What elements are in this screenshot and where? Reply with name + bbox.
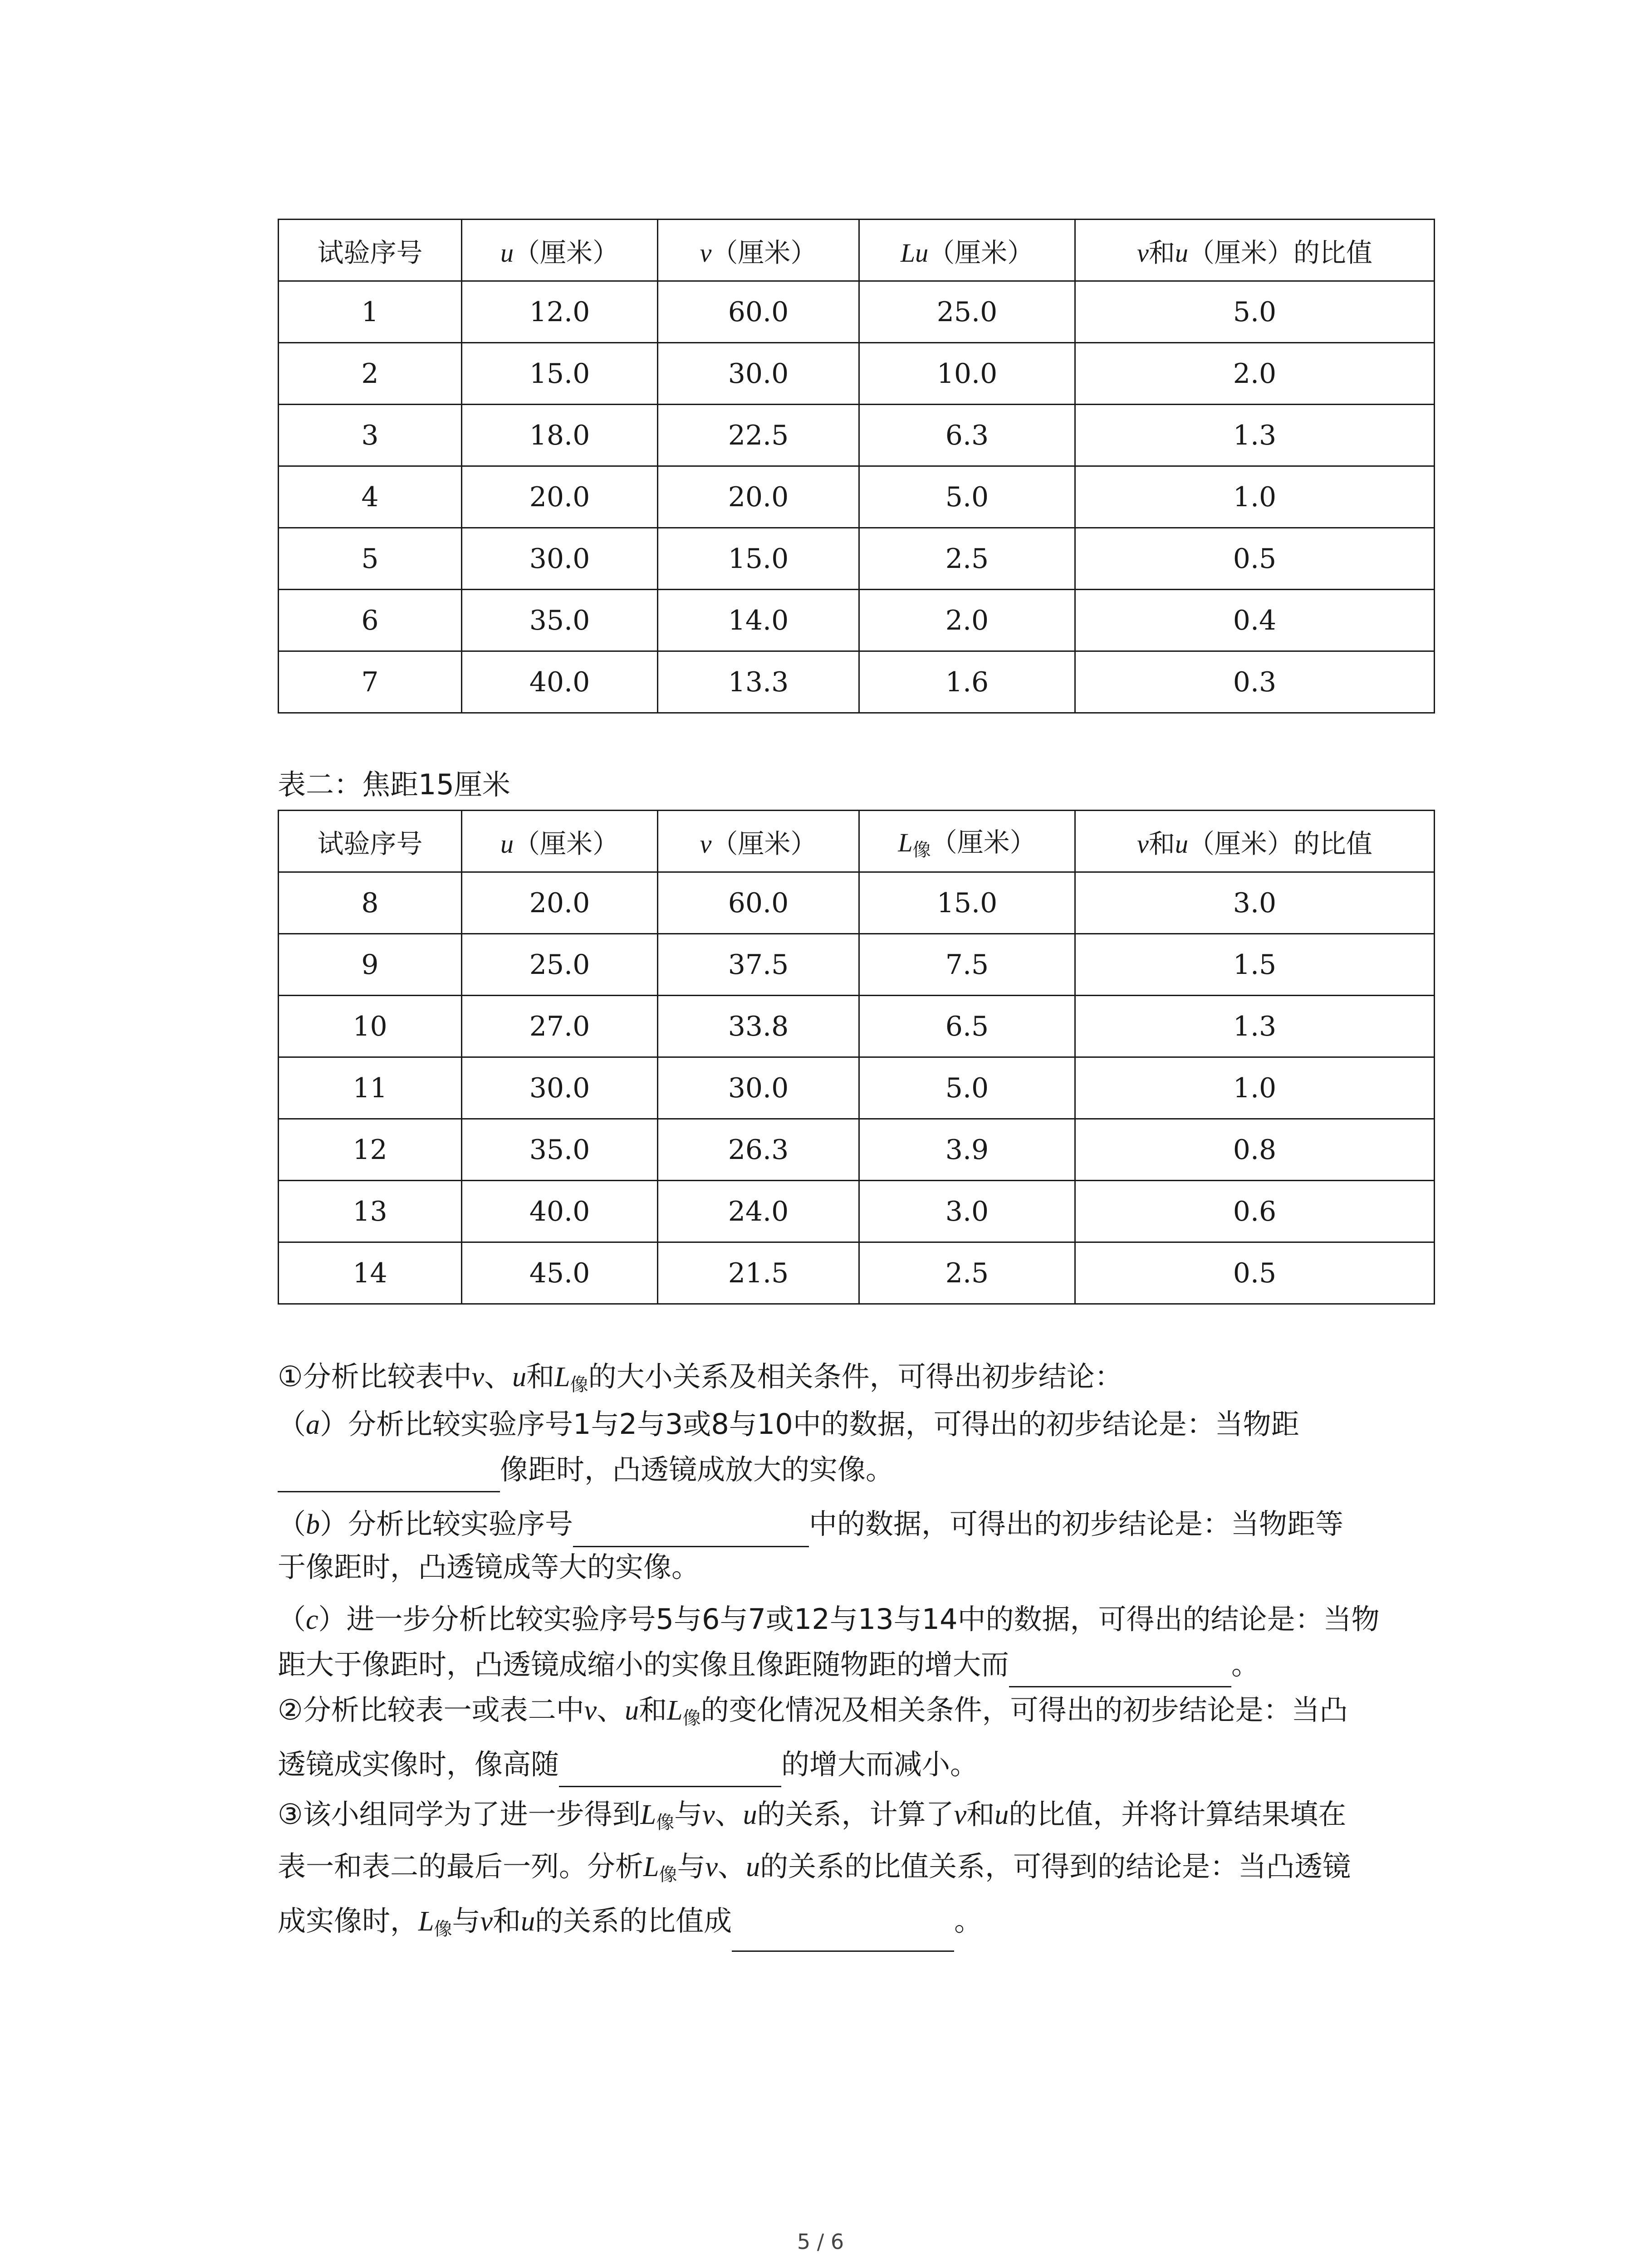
cell: 18.0 bbox=[462, 405, 658, 466]
answer-blank-1b[interactable] bbox=[573, 1519, 809, 1547]
cell: 40.0 bbox=[462, 1181, 658, 1242]
cell: 5.0 bbox=[859, 466, 1075, 528]
cell: 5 bbox=[279, 528, 462, 590]
cell: 5.0 bbox=[1075, 281, 1435, 343]
cell: 12.0 bbox=[462, 281, 658, 343]
table-header-row bbox=[279, 811, 1435, 872]
cell: 30.0 bbox=[658, 343, 859, 405]
question-3-line-1: ③该小组同学为了进一步得到$L_像$与v、u的关系，计算了v和u的比值，并将计算结果填在 bbox=[278, 1798, 1347, 1833]
cell: 60.0 bbox=[658, 872, 859, 934]
cell: 13 bbox=[279, 1181, 462, 1242]
cell: 25.0 bbox=[859, 281, 1075, 343]
cell: 45.0 bbox=[462, 1242, 658, 1304]
table-2-caption: 表二：焦距15厘米 bbox=[278, 768, 510, 801]
cell: 0.5 bbox=[1075, 528, 1435, 590]
cell: 6.3 bbox=[859, 405, 1075, 466]
header-ratio: v和u（厘米）的比值 bbox=[1075, 220, 1435, 281]
cell: 1.0 bbox=[1075, 1057, 1435, 1119]
question-2-line-1: ②分析比较表一或表二中v、u和$L_像$的变化情况及相关条件，可得出的初步结论是：当凸 bbox=[278, 1693, 1348, 1729]
cell: 6.5 bbox=[859, 996, 1075, 1057]
cell: 1 bbox=[279, 281, 462, 343]
question-3-line-3: 成实像时，$L_像$与v和u的关系的比值成 。 bbox=[278, 1898, 1439, 1952]
question-3-line-2: 表一和表二的最后一列。分析$L_像$与v、u的关系的比值关系，可得到的结论是：当凸透镜 bbox=[278, 1850, 1351, 1885]
cell: 1.5 bbox=[1075, 934, 1435, 996]
cell: 37.5 bbox=[658, 934, 859, 996]
cell: 3.0 bbox=[859, 1181, 1075, 1242]
header-v: v（厘米） bbox=[658, 811, 859, 872]
header-trial: 试验序号 bbox=[279, 220, 462, 281]
cell: 35.0 bbox=[462, 1119, 658, 1181]
cell: 0.8 bbox=[1075, 1119, 1435, 1181]
header-trial: 试验序号 bbox=[279, 811, 462, 872]
cell: 4 bbox=[279, 466, 462, 528]
cell: 30.0 bbox=[462, 528, 658, 590]
cell: 40.0 bbox=[462, 651, 658, 713]
cell: 7.5 bbox=[859, 934, 1075, 996]
cell: 0.3 bbox=[1075, 651, 1435, 713]
question-1a-line-1: （a）分析比较实验序号1与2与3或8与10中的数据，可得出的初步结论是：当物距 bbox=[278, 1408, 1299, 1441]
header-u: u（厘米） bbox=[462, 811, 658, 872]
header-l: Lu（厘米） bbox=[859, 220, 1075, 281]
cell: 1.3 bbox=[1075, 405, 1435, 466]
table-header-row bbox=[279, 220, 1435, 281]
table-row bbox=[279, 405, 1435, 466]
cell: 0.4 bbox=[1075, 590, 1435, 651]
table-row bbox=[279, 343, 1435, 405]
cell: 7 bbox=[279, 651, 462, 713]
cell: 1.3 bbox=[1075, 996, 1435, 1057]
cell: 30.0 bbox=[658, 1057, 859, 1119]
cell: 8 bbox=[279, 872, 462, 934]
cell: 2.5 bbox=[859, 1242, 1075, 1304]
table-row bbox=[279, 872, 1435, 934]
question-2-line-2: 透镜成实像时，像高随 的增大而减小。 bbox=[278, 1742, 1439, 1787]
cell: 13.3 bbox=[658, 651, 859, 713]
cell: 1.6 bbox=[859, 651, 1075, 713]
cell: 12 bbox=[279, 1119, 462, 1181]
cell: 20.0 bbox=[462, 872, 658, 934]
cell: 10.0 bbox=[859, 343, 1075, 405]
answer-blank-1c[interactable] bbox=[1009, 1659, 1231, 1687]
cell: 3.0 bbox=[1075, 872, 1435, 934]
question-1b-line-2: 于像距时，凸透镜成等大的实像。 bbox=[278, 1550, 700, 1584]
cell: 24.0 bbox=[658, 1181, 859, 1242]
cell: 14 bbox=[279, 1242, 462, 1304]
cell: 0.5 bbox=[1075, 1242, 1435, 1304]
cell: 21.5 bbox=[658, 1242, 859, 1304]
question-1b-line-1: （b）分析比较实验序号 中的数据，可得出的初步结论是：当物距等 bbox=[278, 1501, 1439, 1547]
cell: 26.3 bbox=[658, 1119, 859, 1181]
cell: 20.0 bbox=[462, 466, 658, 528]
header-ratio: v和u（厘米）的比值 bbox=[1075, 811, 1435, 872]
cell: 11 bbox=[279, 1057, 462, 1119]
cell: 5.0 bbox=[859, 1057, 1075, 1119]
cell: 25.0 bbox=[462, 934, 658, 996]
header-l-image: $L_像$（厘米） bbox=[859, 811, 1075, 872]
cell: 9 bbox=[279, 934, 462, 996]
question-1c-line-2: 距大于像距时，凸透镜成缩小的实像且像距随物距的增大而 。 bbox=[278, 1642, 1439, 1687]
table-2 bbox=[278, 810, 1435, 1305]
table-row bbox=[279, 1119, 1435, 1181]
cell: 1.0 bbox=[1075, 466, 1435, 528]
cell: 35.0 bbox=[462, 590, 658, 651]
cell: 30.0 bbox=[462, 1057, 658, 1119]
cell: 60.0 bbox=[658, 281, 859, 343]
cell: 2.5 bbox=[859, 528, 1075, 590]
table-row bbox=[279, 281, 1435, 343]
answer-blank-3[interactable] bbox=[732, 1923, 954, 1952]
cell: 2.0 bbox=[859, 590, 1075, 651]
cell: 33.8 bbox=[658, 996, 859, 1057]
cell: 15.0 bbox=[859, 872, 1075, 934]
cell: 20.0 bbox=[658, 466, 859, 528]
cell: 27.0 bbox=[462, 996, 658, 1057]
table-row bbox=[279, 1181, 1435, 1242]
question-1: ①分析比较表中v、u和$L_像$的大小关系及相关条件，可得出初步结论： bbox=[278, 1360, 1123, 1395]
question-1a-line-2: 像距时，凸透镜成放大的实像。 bbox=[278, 1447, 1439, 1492]
cell: 3 bbox=[279, 405, 462, 466]
table-1 bbox=[278, 219, 1435, 714]
cell: 22.5 bbox=[658, 405, 859, 466]
cell: 14.0 bbox=[658, 590, 859, 651]
cell: 0.6 bbox=[1075, 1181, 1435, 1242]
cell: 2.0 bbox=[1075, 343, 1435, 405]
table-row bbox=[279, 466, 1435, 528]
cell: 3.9 bbox=[859, 1119, 1075, 1181]
cell: 2 bbox=[279, 343, 462, 405]
answer-blank-1a[interactable] bbox=[278, 1464, 500, 1492]
table-row bbox=[279, 1057, 1435, 1119]
page-number: 5 / 6 bbox=[797, 2229, 844, 2254]
table-row bbox=[279, 996, 1435, 1057]
table-row bbox=[279, 590, 1435, 651]
cell: 6 bbox=[279, 590, 462, 651]
table-row bbox=[279, 1242, 1435, 1304]
header-u: u（厘米） bbox=[462, 220, 658, 281]
header-v: v（厘米） bbox=[658, 220, 859, 281]
cell: 10 bbox=[279, 996, 462, 1057]
cell: 15.0 bbox=[462, 343, 658, 405]
cell: 15.0 bbox=[658, 528, 859, 590]
answer-blank-2[interactable] bbox=[559, 1759, 781, 1787]
table-row bbox=[279, 651, 1435, 713]
question-1c-line-1: （c）进一步分析比较实验序号5与6与7或12与13与14中的数据，可得出的结论是：当物 bbox=[278, 1603, 1380, 1636]
table-row bbox=[279, 528, 1435, 590]
table-row bbox=[279, 934, 1435, 996]
